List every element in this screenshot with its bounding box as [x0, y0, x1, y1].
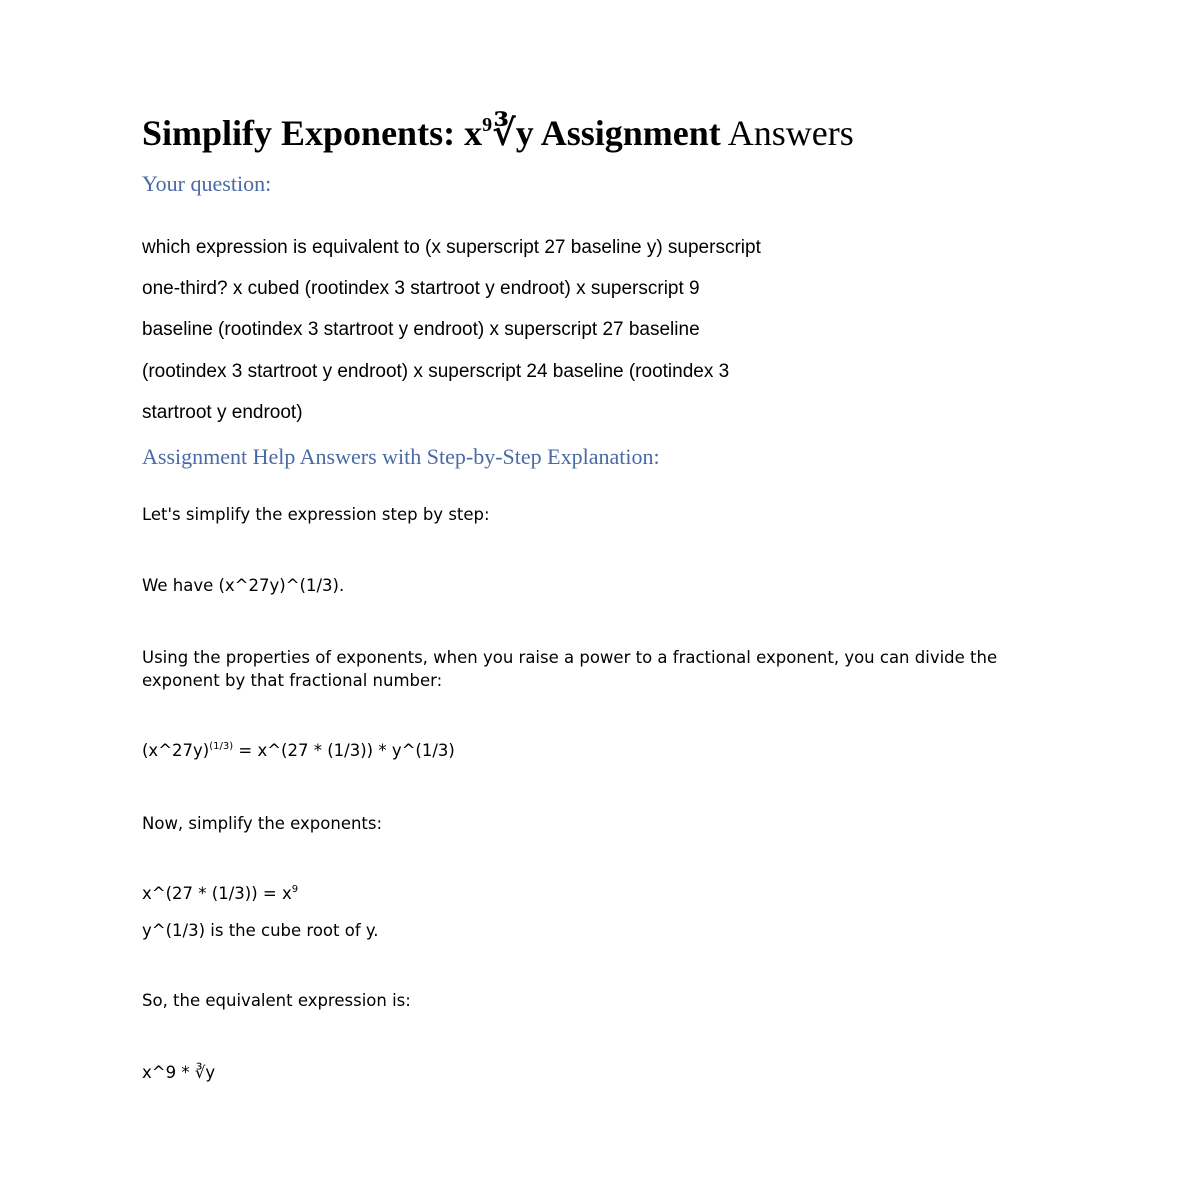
question-line: which expression is equivalent to (x superscript 27 baseline y) superscript	[142, 237, 761, 258]
answer-equation	[142, 739, 455, 762]
answer-intro: Let's simplify the expression step by step:	[142, 505, 490, 524]
answer-simplify: Now, simplify the exponents:	[142, 814, 383, 833]
page-title	[142, 110, 854, 157]
equation-superscript: (1/3)	[209, 741, 234, 752]
answer-properties: Using the properties of exponents, when you raise a power to a fractional exponent, you can divide the exponent by that fractional number:	[142, 648, 998, 690]
title-superscript: 9	[482, 114, 493, 136]
answer-so: So, the equivalent expression is:	[142, 991, 411, 1010]
equation-base: (x^27y)	[142, 741, 210, 760]
step-x-superscript: 9	[291, 884, 299, 895]
title-bold-rest: ∛y Assignment	[492, 113, 721, 153]
title-bold-part: Simplify Exponents: x	[142, 113, 483, 153]
question-line: one-third? x cubed (rootindex 3 startroot y endroot) x superscript 9	[142, 278, 700, 299]
question-line: (rootindex 3 startroot y endroot) x superscript 24 baseline (rootindex 3	[142, 361, 730, 382]
equation-rest: = x^(27 * (1/3)) * y^(1/3)	[233, 741, 455, 760]
step-x-base: x^(27 * (1/3)) = x	[142, 884, 292, 903]
question-heading: Your question:	[142, 171, 272, 196]
answer-step-x	[142, 882, 298, 905]
question-line: baseline (rootindex 3 startroot y endroot) x superscript 27 baseline	[142, 319, 700, 340]
question-line: startroot y endroot)	[142, 402, 303, 423]
answer-have: We have (x^27y)^(1/3).	[142, 576, 345, 595]
answer-result: x^9 * ∛y	[142, 1063, 216, 1082]
answer-step-y: y^(1/3) is the cube root of y.	[142, 921, 379, 940]
title-normal-part: Answers	[720, 113, 854, 153]
answer-heading: Assignment Help Answers with Step-by-Step Explanation:	[142, 444, 660, 469]
